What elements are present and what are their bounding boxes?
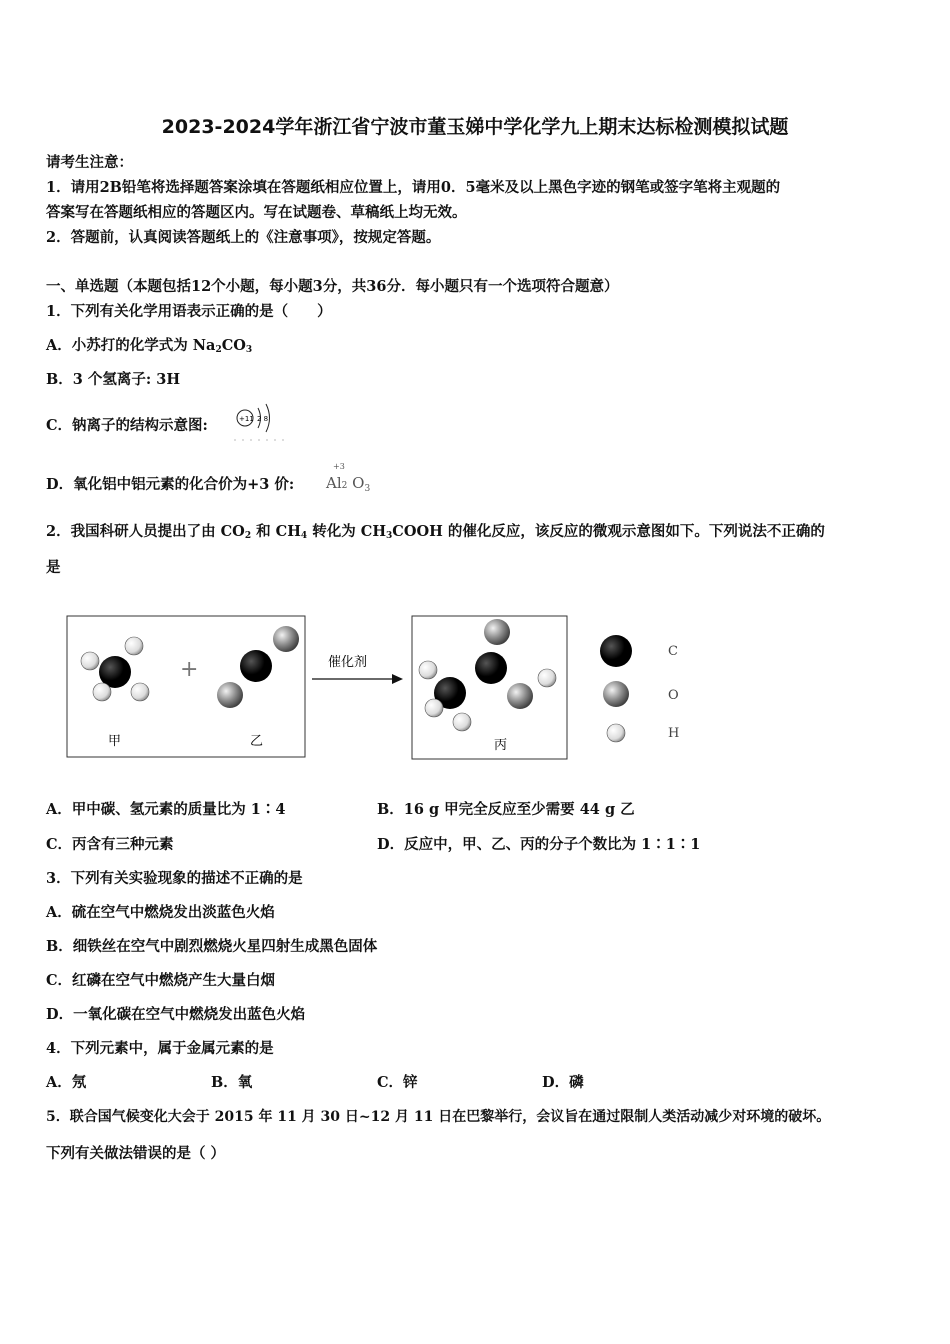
q5-stem-line1: 5．联合国气候变化大会于 2015 年 11 月 30 日~12 月 11 日在巴黎举行，会议旨在通过限制人类活动减少对环境的破坏。 [46, 1109, 831, 1125]
q4-option-b: B．氧 [211, 1074, 253, 1091]
q2-option-a: A．甲中碳、氢元素的质量比为 1∶4 [46, 801, 286, 818]
catalyst-label: 催化剂 [328, 655, 368, 670]
q3-option-d: D．一氧化碳在空气中燃烧发出蓝色火焰 [46, 1006, 306, 1023]
alumina-valence: +3 [333, 462, 345, 471]
alumina-o: O [352, 474, 365, 492]
q3-option-c: C．红磷在空气中燃烧产生大量白烟 [46, 972, 276, 989]
q1-a-sub2: 3 [245, 345, 253, 355]
sodium-nucleus-label: +11 [239, 415, 254, 423]
alumina-sub2: 2 [341, 481, 348, 491]
q4-option-d: D．磷 [542, 1074, 584, 1091]
q2-stem-a: 2．我国科研人员提出了由 CO [46, 523, 245, 540]
legend-h-label: H [668, 726, 680, 741]
notice-heading: 请考生注意： [46, 154, 133, 171]
q2-option-c: C．丙含有三种元素 [46, 836, 174, 853]
reaction-arrowhead [392, 674, 403, 684]
acetic-acid-molecule [419, 619, 556, 731]
q1-c-text: C．钠离子的结构示意图: [46, 417, 208, 434]
q1-option-c [46, 416, 208, 436]
q4-stem: 4．下列元素中，属于金属元素的是 [46, 1040, 274, 1057]
alumina-sub3: 3 [364, 484, 371, 494]
notice-item2: 2．答题前，认真阅读答题纸上的《注意事项》，按规定答题。 [46, 229, 441, 246]
sodium-ion-structure-diagram [232, 400, 296, 442]
q4-option-c: C．锌 [377, 1074, 418, 1091]
q1-option-a [46, 336, 252, 360]
legend-carbon-atom [600, 635, 632, 667]
plus-sign: + [180, 657, 199, 682]
legend-hydrogen-atom [607, 724, 625, 742]
alumina-al: Al [326, 474, 342, 492]
methane-molecule [81, 637, 149, 701]
q1-a-mid: CO [221, 337, 246, 354]
q1-option-b: B．3 个氢离子: 3H [46, 371, 181, 388]
reaction-micro-diagram [60, 608, 700, 768]
q2-stem-b: 和 CH [251, 523, 301, 540]
q1-a-sub1: 2 [215, 345, 222, 355]
q2-sub-ch4: 4 [300, 531, 308, 541]
atom-legend [600, 635, 679, 742]
q2-sub-ch3: 3 [386, 531, 393, 541]
label-jia: 甲 [108, 734, 122, 749]
label-bing: 丙 [494, 738, 508, 753]
q2-stem-c: 转化为 CH [307, 523, 387, 540]
notice-item1-line1: 1．请用2B铅笔将选择题答案涂填在答题纸相应位置上，请用0．5毫米及以上黑色字迹的钢笔或签字笔将主观题的 [46, 179, 781, 196]
q1-option-d [46, 475, 294, 495]
q2-option-b: B．16 g 甲完全反应至少需要 44 g 乙 [377, 801, 635, 818]
q4-option-a: A．氖 [46, 1074, 87, 1091]
q1-d-text: D．氧化铝中铝元素的化合价为+3 价: [46, 476, 295, 493]
label-yi: 乙 [250, 734, 264, 749]
legend-c-label: C [668, 644, 678, 659]
q1-a-text: A．小苏打的化学式为 Na [46, 337, 216, 354]
q2-sub-co2: 2 [244, 531, 252, 541]
q2-stem-line1 [46, 522, 825, 546]
q3-stem: 3．下列有关实验现象的描述不正确的是 [46, 870, 303, 887]
q1-stem: 1．下列有关化学用语表示正确的是（ ） [46, 303, 332, 320]
q3-option-a: A．硫在空气中燃烧发出淡蓝色火焰 [46, 904, 275, 921]
q2-stem-d: COOH 的催化反应，该反应的微观示意图如下。下列说法不正确的 [392, 523, 825, 540]
q5-stem-line2: 下列有关做法错误的是（ ） [46, 1145, 226, 1162]
notice-item1-line2: 答案写在答题纸相应的答题区内。写在试题卷、草稿纸上均无效。 [46, 204, 467, 221]
q2-stem-line2: 是 [46, 559, 61, 576]
section-heading: 一、单选题（本题包括12个小题，每小题3分，共36分．每小题只有一个选项符合题意） [46, 278, 619, 295]
legend-oxygen-atom [603, 681, 629, 707]
q3-option-b: B．细铁丝在空气中剧烈燃烧火星四射生成黑色固体 [46, 938, 378, 955]
legend-o-label: O [668, 688, 679, 703]
sodium-shells-label: 2 8 [257, 415, 269, 423]
page-title: 2023-2024学年浙江省宁波市董玉娣中学化学九上期末达标检测模拟试题 [161, 116, 789, 138]
q2-option-d: D．反应中，甲、乙、丙的分子个数比为 1∶1∶1 [377, 836, 701, 853]
carbon-dioxide-molecule [217, 626, 299, 708]
